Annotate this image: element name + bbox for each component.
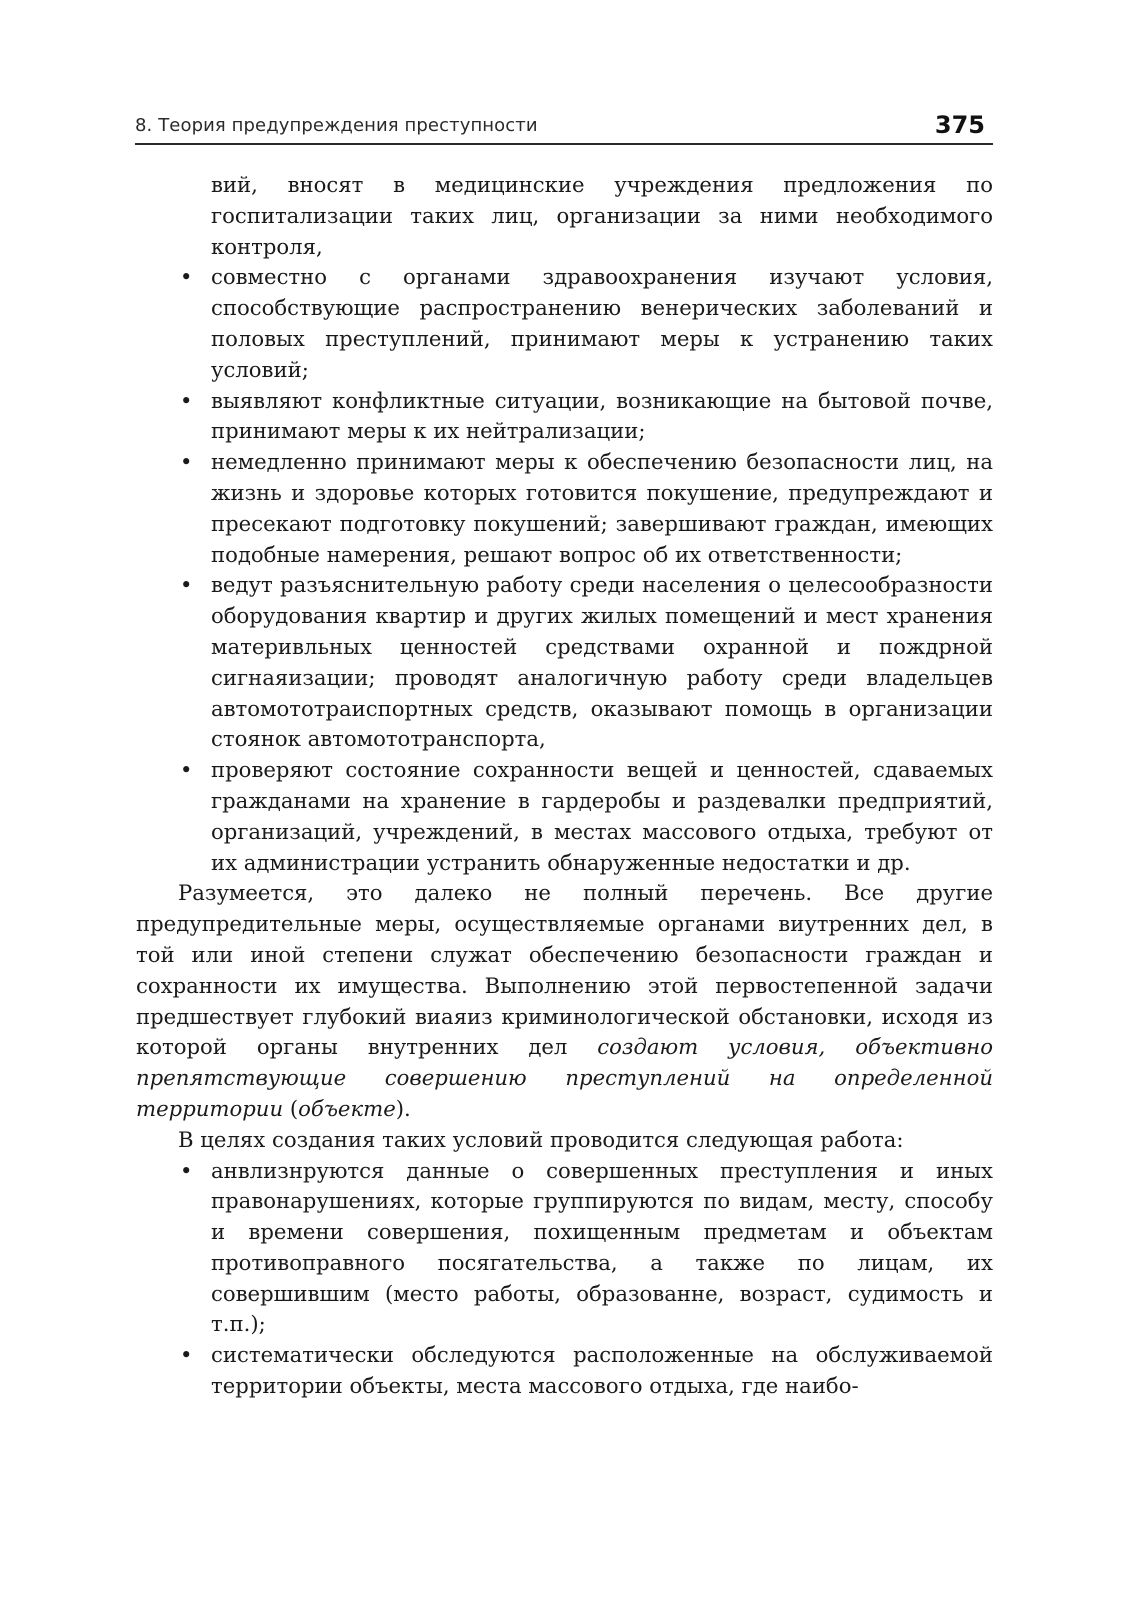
list-item: • совместно с органами здравоохранения изучают условия, способствующие распространению венерических заболеваний и половых преступлений, принимают меры к устранению таких условий;	[178, 262, 993, 385]
paragraph-text-end: ).	[395, 1095, 411, 1121]
page-number: 375	[934, 111, 985, 139]
emphasis-text: создают условия, объективно препятствующие совершению преступлений на определенной территории	[136, 1034, 993, 1121]
bullet-list-2	[178, 1156, 993, 1402]
list-item: • ведут разъяснительную работу среди населения о целесообразности оборудования квартир и других жилых помещений и мест хранения материвльных ценностей средствами охранной и пождрной сигнаяизации; проводят аналогичную работу среди владельцев автомототраиспортных средств, оказывают помощь в организации стоянок автомототранспорта,	[178, 570, 993, 755]
continuation-paragraph: вий, вносят в медицинские учреждения предложения по госпитализации таких лиц, организации за ними необходимого контроля,	[211, 172, 993, 259]
paragraph-text: Разумеется, это далеко не полный перечень. Все другие предупредительные меры, осуществляемые органами виутренних дел, в той или иной степени служат обеспечению безопасности граждан и сохранности их имущества. Выполнению этой первостепенной задачи предшествует глубокий виаяиз криминологической обстановки, исходя из которой органы внутренних дел	[136, 880, 993, 1060]
list-item: • анвлизнруются данные о совершенных преступления и иных правонарушениях, которые группируются по видам, месту, способу и времени совершения, похищенным предметам и объектам противоправного посягательства, а также по лицам, их совершившим (место работы, образованне, возраст, судимость и т.п.);	[178, 1156, 993, 1341]
paragraph-text-mid: (	[283, 1095, 299, 1121]
body-text	[136, 170, 993, 1402]
list-item: • систематически обследуются расположенные на обслуживаемой территории объекты, места массового отдыха, где наибо-	[178, 1340, 993, 1402]
paragraph-intro: В целях создания таких условий проводится следующая работа:	[178, 1126, 904, 1152]
list-item: • выявляют конфликтные ситуации, возникающие на бытовой почве, принимают меры к их нейтрализации;	[178, 386, 993, 448]
bullet-list-1	[178, 262, 993, 878]
paragraph	[136, 878, 993, 1124]
emphasis-text-2: объекте	[298, 1095, 396, 1121]
running-title: 8. Теория предупреждения преступности	[135, 115, 538, 136]
list-item: • проверяют состояние сохранности вещей и ценностей, сдаваемых гражданами на хранение в гардеробы и раздевалки предприятий, организаций, учреждений, в местах массового отдыха, требуют от их администрации устранить обнаруженные недостатки и др.	[178, 755, 993, 878]
list-item: • немедленно принимают меры к обеспечению безопасности лиц, на жизнь и здоровье которых готовится покушение, предупреждают и пресекают подготовку покушений; завершивают граждан, имеющих подобные намерения, решают вопрос об их ответственности;	[178, 447, 993, 570]
running-header	[135, 113, 993, 145]
